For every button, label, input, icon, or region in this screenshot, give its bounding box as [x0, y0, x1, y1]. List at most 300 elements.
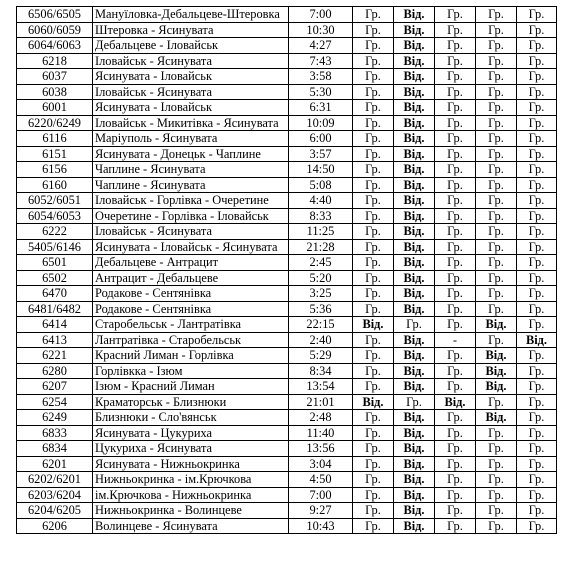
train-number-cell: 6218: [17, 53, 93, 69]
table-row: [17, 441, 557, 457]
route-cell: Ясинувата - Іловайськ: [93, 69, 289, 85]
day-status-cell: Від.: [394, 193, 435, 209]
day-status-cell: Гр.: [435, 270, 476, 286]
day-status-cell: Гр.: [517, 394, 557, 410]
departure-time-cell: 4:40: [289, 193, 353, 209]
route-cell: ім.Крючкова - Нижньокринка: [93, 487, 289, 503]
day-status-cell: Гр.: [517, 208, 557, 224]
day-status-cell: Гр.: [435, 255, 476, 271]
day-status-cell: Гр.: [435, 224, 476, 240]
train-number-cell: 6156: [17, 162, 93, 178]
day-status-cell: Від.: [476, 379, 517, 395]
day-status-cell: Гр.: [517, 193, 557, 209]
departure-time-cell: 10:30: [289, 22, 353, 38]
route-cell: Ізюм - Красний Лиман: [93, 379, 289, 395]
day-status-cell: Гр.: [435, 84, 476, 100]
departure-time-cell: 8:34: [289, 363, 353, 379]
day-status-cell: Гр.: [353, 224, 394, 240]
route-cell: Красний Лиман - Горлівка: [93, 348, 289, 364]
day-status-cell: Від.: [394, 38, 435, 54]
train-number-cell: 6470: [17, 286, 93, 302]
departure-time-cell: 10:09: [289, 115, 353, 131]
day-status-cell: Гр.: [353, 441, 394, 457]
train-number-cell: 6206: [17, 518, 93, 534]
train-number-cell: 6207: [17, 379, 93, 395]
day-status-cell: Гр.: [353, 239, 394, 255]
day-status-cell: Гр.: [476, 332, 517, 348]
day-status-cell: Від.: [394, 22, 435, 38]
day-status-cell: Гр.: [435, 472, 476, 488]
day-status-cell: Гр.: [476, 131, 517, 147]
table-row: [17, 38, 557, 54]
day-status-cell: Гр.: [517, 131, 557, 147]
day-status-cell: Гр.: [517, 487, 557, 503]
table-row: [17, 456, 557, 472]
route-cell: Мануїловка-Дебальцеве-Штеровка: [93, 7, 289, 23]
train-number-cell: 5405/6146: [17, 239, 93, 255]
day-status-cell: Від.: [394, 224, 435, 240]
route-cell: Старобельськ - Лантратівка: [93, 317, 289, 333]
day-status-cell: Гр.: [353, 487, 394, 503]
day-status-cell: Від.: [435, 394, 476, 410]
day-status-cell: Від.: [394, 286, 435, 302]
day-status-cell: Гр.: [517, 270, 557, 286]
day-status-cell: Гр.: [435, 286, 476, 302]
day-status-cell: Гр.: [353, 162, 394, 178]
route-cell: Маріуполь - Ясинувата: [93, 131, 289, 147]
day-status-cell: Гр.: [517, 441, 557, 457]
day-status-cell: Від.: [394, 332, 435, 348]
day-status-cell: Гр.: [435, 363, 476, 379]
day-status-cell: Гр.: [435, 239, 476, 255]
day-status-cell: Гр.: [353, 53, 394, 69]
departure-time-cell: 5:36: [289, 301, 353, 317]
day-status-cell: Від.: [394, 115, 435, 131]
day-status-cell: Гр.: [476, 286, 517, 302]
day-status-cell: Гр.: [517, 22, 557, 38]
table-row: [17, 301, 557, 317]
departure-time-cell: 13:54: [289, 379, 353, 395]
table-row: [17, 394, 557, 410]
day-status-cell: Від.: [394, 100, 435, 116]
day-status-cell: Гр.: [476, 425, 517, 441]
day-status-cell: Від.: [394, 69, 435, 85]
departure-time-cell: 11:25: [289, 224, 353, 240]
day-status-cell: Гр.: [435, 7, 476, 23]
route-cell: Цукуриха - Ясинувата: [93, 441, 289, 457]
day-status-cell: Гр.: [435, 100, 476, 116]
day-status-cell: Гр.: [353, 456, 394, 472]
departure-time-cell: 6:31: [289, 100, 353, 116]
table-row: [17, 348, 557, 364]
day-status-cell: Гр.: [517, 472, 557, 488]
day-status-cell: Гр.: [517, 410, 557, 426]
route-cell: Очеретине - Горлівка - Іловайськ: [93, 208, 289, 224]
day-status-cell: Гр.: [476, 100, 517, 116]
day-status-cell: Гр.: [476, 487, 517, 503]
train-number-cell: 6160: [17, 177, 93, 193]
route-cell: Горлівкка - Ізюм: [93, 363, 289, 379]
table-row: [17, 286, 557, 302]
day-status-cell: Гр.: [517, 177, 557, 193]
day-status-cell: Від.: [394, 53, 435, 69]
day-status-cell: Від.: [476, 410, 517, 426]
day-status-cell: Гр.: [476, 208, 517, 224]
train-number-cell: 6280: [17, 363, 93, 379]
day-status-cell: Гр.: [353, 472, 394, 488]
day-status-cell: Гр.: [353, 348, 394, 364]
train-number-cell: 6254: [17, 394, 93, 410]
day-status-cell: Гр.: [435, 131, 476, 147]
table-row: [17, 131, 557, 147]
schedule-table: [16, 6, 557, 534]
table-row: [17, 472, 557, 488]
departure-time-cell: 22:15: [289, 317, 353, 333]
day-status-cell: Гр.: [435, 162, 476, 178]
day-status-cell: Гр.: [476, 301, 517, 317]
day-status-cell: Від.: [394, 177, 435, 193]
day-status-cell: Від.: [394, 503, 435, 519]
departure-time-cell: 5:20: [289, 270, 353, 286]
day-status-cell: Гр.: [476, 22, 517, 38]
day-status-cell: Гр.: [353, 425, 394, 441]
day-status-cell: Від.: [394, 472, 435, 488]
day-status-cell: Гр.: [476, 518, 517, 534]
day-status-cell: Гр.: [435, 425, 476, 441]
table-row: [17, 193, 557, 209]
departure-time-cell: 2:48: [289, 410, 353, 426]
day-status-cell: Гр.: [517, 53, 557, 69]
day-status-cell: Гр.: [435, 146, 476, 162]
day-status-cell: Від.: [394, 255, 435, 271]
day-status-cell: Гр.: [353, 115, 394, 131]
day-status-cell: Гр.: [476, 239, 517, 255]
day-status-cell: Гр.: [353, 379, 394, 395]
day-status-cell: Гр.: [476, 224, 517, 240]
departure-time-cell: 11:40: [289, 425, 353, 441]
day-status-cell: Від.: [394, 208, 435, 224]
departure-time-cell: 4:50: [289, 472, 353, 488]
day-status-cell: Від.: [394, 410, 435, 426]
train-number-cell: 6202/6201: [17, 472, 93, 488]
day-status-cell: Гр.: [353, 177, 394, 193]
day-status-cell: Від.: [476, 363, 517, 379]
departure-time-cell: 21:28: [289, 239, 353, 255]
day-status-cell: Від.: [394, 363, 435, 379]
day-status-cell: Гр.: [476, 7, 517, 23]
train-number-cell: 6064/6063: [17, 38, 93, 54]
day-status-cell: Гр.: [353, 301, 394, 317]
route-cell: Нижньокринка - Волинцеве: [93, 503, 289, 519]
day-status-cell: Гр.: [517, 255, 557, 271]
day-status-cell: Гр.: [517, 84, 557, 100]
table-row: [17, 162, 557, 178]
day-status-cell: Гр.: [476, 115, 517, 131]
day-status-cell: Гр.: [435, 301, 476, 317]
departure-time-cell: 21:01: [289, 394, 353, 410]
day-status-cell: Гр.: [353, 131, 394, 147]
day-status-cell: Гр.: [476, 84, 517, 100]
day-status-cell: Від.: [394, 425, 435, 441]
day-status-cell: Гр.: [476, 53, 517, 69]
day-status-cell: Гр.: [353, 84, 394, 100]
day-status-cell: Гр.: [517, 100, 557, 116]
day-status-cell: Гр.: [435, 410, 476, 426]
route-cell: Родакове - Сентянівка: [93, 286, 289, 302]
day-status-cell: Гр.: [517, 363, 557, 379]
day-status-cell: Гр.: [353, 332, 394, 348]
table-row: [17, 239, 557, 255]
day-status-cell: Від.: [394, 146, 435, 162]
train-number-cell: 6502: [17, 270, 93, 286]
day-status-cell: Від.: [394, 84, 435, 100]
day-status-cell: Гр.: [435, 487, 476, 503]
day-status-cell: Гр.: [353, 22, 394, 38]
day-status-cell: Гр.: [435, 317, 476, 333]
route-cell: Іловайськ - Микитівка - Ясинувата: [93, 115, 289, 131]
day-status-cell: Гр.: [435, 69, 476, 85]
table-row: [17, 487, 557, 503]
day-status-cell: Гр.: [517, 301, 557, 317]
route-cell: Дебальцеве - Антрацит: [93, 255, 289, 271]
departure-time-cell: 13:56: [289, 441, 353, 457]
table-row: [17, 100, 557, 116]
departure-time-cell: 2:45: [289, 255, 353, 271]
table-row: [17, 518, 557, 534]
departure-time-cell: 2:40: [289, 332, 353, 348]
departure-time-cell: 6:00: [289, 131, 353, 147]
day-status-cell: Гр.: [476, 193, 517, 209]
day-status-cell: Гр.: [353, 270, 394, 286]
day-status-cell: Гр.: [435, 379, 476, 395]
day-status-cell: Гр.: [476, 472, 517, 488]
day-status-cell: Від.: [394, 270, 435, 286]
day-status-cell: Гр.: [517, 146, 557, 162]
table-row: [17, 363, 557, 379]
day-status-cell: Гр.: [435, 38, 476, 54]
departure-time-cell: 7:00: [289, 487, 353, 503]
train-number-cell: 6038: [17, 84, 93, 100]
departure-time-cell: 7:43: [289, 53, 353, 69]
route-cell: Іловайськ - Ясинувата: [93, 84, 289, 100]
train-number-cell: 6833: [17, 425, 93, 441]
day-status-cell: Від.: [394, 441, 435, 457]
departure-time-cell: 5:29: [289, 348, 353, 364]
table-row: [17, 146, 557, 162]
table-row: [17, 208, 557, 224]
day-status-cell: Від.: [476, 317, 517, 333]
day-status-cell: Гр.: [353, 193, 394, 209]
train-number-cell: 6201: [17, 456, 93, 472]
day-status-cell: Гр.: [353, 69, 394, 85]
route-cell: Штеровка - Ясинувата: [93, 22, 289, 38]
route-cell: Близнюки - Сло'вянськ: [93, 410, 289, 426]
departure-time-cell: 3:57: [289, 146, 353, 162]
day-status-cell: Від.: [394, 487, 435, 503]
day-status-cell: Гр.: [517, 115, 557, 131]
train-number-cell: 6501: [17, 255, 93, 271]
train-number-cell: 6221: [17, 348, 93, 364]
day-status-cell: Гр.: [353, 100, 394, 116]
day-status-cell: Гр.: [517, 503, 557, 519]
table-row: [17, 53, 557, 69]
table-row: [17, 332, 557, 348]
train-number-cell: 6037: [17, 69, 93, 85]
day-status-cell: Від.: [394, 131, 435, 147]
day-status-cell: Гр.: [435, 177, 476, 193]
train-number-cell: 6116: [17, 131, 93, 147]
day-status-cell: Від.: [394, 162, 435, 178]
route-cell: Чаплине - Ясинувата: [93, 177, 289, 193]
table-row: [17, 379, 557, 395]
day-status-cell: Від.: [476, 348, 517, 364]
day-status-cell: Гр.: [517, 518, 557, 534]
departure-time-cell: 5:30: [289, 84, 353, 100]
route-cell: Ясинувата - Цукуриха: [93, 425, 289, 441]
day-status-cell: -: [435, 332, 476, 348]
route-cell: Родакове - Сентянівка: [93, 301, 289, 317]
departure-time-cell: 7:00: [289, 7, 353, 23]
train-number-cell: 6001: [17, 100, 93, 116]
day-status-cell: Від.: [353, 394, 394, 410]
day-status-cell: Гр.: [435, 193, 476, 209]
day-status-cell: Гр.: [353, 255, 394, 271]
day-status-cell: Гр.: [517, 456, 557, 472]
day-status-cell: Від.: [394, 301, 435, 317]
table-row: [17, 255, 557, 271]
table-row: [17, 22, 557, 38]
departure-time-cell: 3:25: [289, 286, 353, 302]
train-number-cell: 6834: [17, 441, 93, 457]
day-status-cell: Гр.: [353, 146, 394, 162]
train-number-cell: 6054/6053: [17, 208, 93, 224]
route-cell: Ясинувата - Іловайськ - Ясинувата: [93, 239, 289, 255]
day-status-cell: Гр.: [476, 270, 517, 286]
table-row: [17, 177, 557, 193]
table-row: [17, 69, 557, 85]
departure-time-cell: 3:04: [289, 456, 353, 472]
train-number-cell: 6249: [17, 410, 93, 426]
day-status-cell: Гр.: [517, 425, 557, 441]
route-cell: Іловайськ - Горлівка - Очеретине: [93, 193, 289, 209]
day-status-cell: Від.: [394, 239, 435, 255]
day-status-cell: Гр.: [353, 363, 394, 379]
train-number-cell: 6220/6249: [17, 115, 93, 131]
table-row: [17, 410, 557, 426]
train-number-cell: 6204/6205: [17, 503, 93, 519]
route-cell: Дебальцеве - Іловайськ: [93, 38, 289, 54]
train-number-cell: 6414: [17, 317, 93, 333]
departure-time-cell: 10:43: [289, 518, 353, 534]
route-cell: Краматорськ - Близнюки: [93, 394, 289, 410]
day-status-cell: Гр.: [435, 22, 476, 38]
day-status-cell: Гр.: [435, 53, 476, 69]
train-number-cell: 6151: [17, 146, 93, 162]
day-status-cell: Гр.: [517, 317, 557, 333]
day-status-cell: Гр.: [353, 7, 394, 23]
day-status-cell: Від.: [394, 518, 435, 534]
table-row: [17, 84, 557, 100]
day-status-cell: Гр.: [353, 410, 394, 426]
day-status-cell: Гр.: [394, 394, 435, 410]
train-number-cell: 6052/6051: [17, 193, 93, 209]
departure-time-cell: 5:08: [289, 177, 353, 193]
day-status-cell: Гр.: [353, 286, 394, 302]
day-status-cell: Гр.: [435, 348, 476, 364]
day-status-cell: Від.: [394, 456, 435, 472]
day-status-cell: Гр.: [476, 38, 517, 54]
day-status-cell: Гр.: [353, 503, 394, 519]
day-status-cell: Гр.: [353, 518, 394, 534]
day-status-cell: Гр.: [353, 38, 394, 54]
route-cell: Іловайськ - Ясинувата: [93, 53, 289, 69]
day-status-cell: Гр.: [517, 69, 557, 85]
route-cell: Антрацит - Дебальцеве: [93, 270, 289, 286]
departure-time-cell: 14:50: [289, 162, 353, 178]
day-status-cell: Гр.: [476, 146, 517, 162]
train-number-cell: 6060/6059: [17, 22, 93, 38]
day-status-cell: Гр.: [476, 69, 517, 85]
day-status-cell: Від.: [394, 379, 435, 395]
day-status-cell: Гр.: [476, 394, 517, 410]
route-cell: Лантратівка - Старобельськ: [93, 332, 289, 348]
route-cell: Іловайськ - Ясинувата: [93, 224, 289, 240]
day-status-cell: Гр.: [517, 379, 557, 395]
day-status-cell: Гр.: [517, 239, 557, 255]
table-row: [17, 317, 557, 333]
train-number-cell: 6203/6204: [17, 487, 93, 503]
day-status-cell: Гр.: [517, 224, 557, 240]
train-number-cell: 6506/6505: [17, 7, 93, 23]
day-status-cell: Гр.: [353, 208, 394, 224]
table-row: [17, 425, 557, 441]
route-cell: Ясинувата - Іловайськ: [93, 100, 289, 116]
day-status-cell: Гр.: [476, 255, 517, 271]
table-row: [17, 270, 557, 286]
day-status-cell: Гр.: [517, 162, 557, 178]
table-row: [17, 224, 557, 240]
route-cell: Волинцеве - Ясинувата: [93, 518, 289, 534]
day-status-cell: Гр.: [517, 7, 557, 23]
day-status-cell: Від.: [394, 348, 435, 364]
day-status-cell: Від.: [394, 7, 435, 23]
day-status-cell: Гр.: [435, 208, 476, 224]
day-status-cell: Гр.: [476, 162, 517, 178]
train-number-cell: 6413: [17, 332, 93, 348]
table-row: [17, 503, 557, 519]
day-status-cell: Гр.: [435, 518, 476, 534]
route-cell: Нижньокринка - ім.Крючкова: [93, 472, 289, 488]
day-status-cell: Гр.: [394, 317, 435, 333]
table-row: [17, 7, 557, 23]
day-status-cell: Гр.: [435, 456, 476, 472]
departure-time-cell: 9:27: [289, 503, 353, 519]
departure-time-cell: 4:27: [289, 38, 353, 54]
table-row: [17, 115, 557, 131]
day-status-cell: Гр.: [476, 177, 517, 193]
day-status-cell: Гр.: [517, 286, 557, 302]
route-cell: Ясинувата - Нижньокринка: [93, 456, 289, 472]
day-status-cell: Гр.: [435, 503, 476, 519]
train-number-cell: 6481/6482: [17, 301, 93, 317]
day-status-cell: Гр.: [517, 348, 557, 364]
day-status-cell: Гр.: [476, 456, 517, 472]
departure-time-cell: 3:58: [289, 69, 353, 85]
day-status-cell: Від.: [517, 332, 557, 348]
route-cell: Чаплине - Ясинувата: [93, 162, 289, 178]
day-status-cell: Гр.: [435, 115, 476, 131]
day-status-cell: Гр.: [517, 38, 557, 54]
